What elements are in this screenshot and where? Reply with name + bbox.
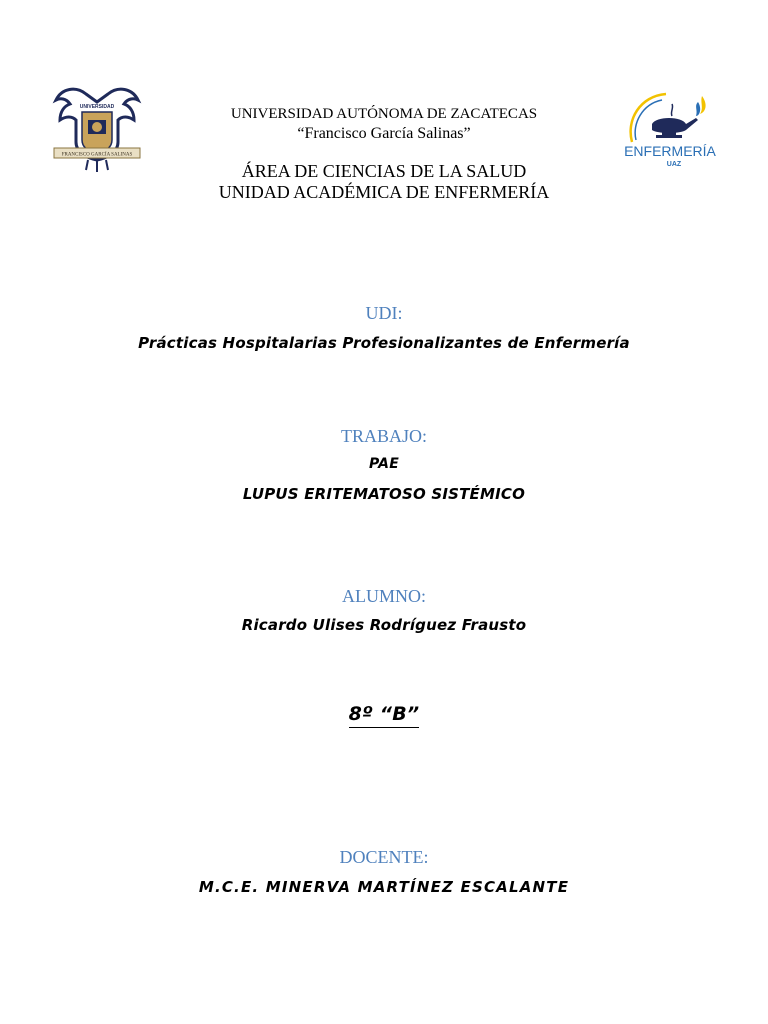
udi-value: Prácticas Hospitalarias Profesionalizantes de Enfermería: [138, 334, 630, 352]
area-title: ÁREA DE CIENCIAS DE LA SALUD: [241, 161, 527, 181]
alumno-value: Ricardo Ulises Rodríguez Frausto: [241, 616, 527, 634]
grade-wrapper: [0, 703, 768, 725]
alumno-label: ALUMNO:: [342, 586, 426, 606]
grade-label: 8º “B”: [349, 703, 420, 728]
docente-label: DOCENTE:: [339, 847, 429, 867]
university-name: UNIVERSIDAD AUTÓNOMA DE ZACATECAS: [230, 106, 538, 122]
svg-text:FRANCISCO GARCÍA SALINAS: FRANCISCO GARCÍA SALINAS: [61, 152, 133, 158]
svg-text:UAZ: UAZ: [666, 161, 682, 168]
docente-value: M.C.E. MINERVA MARTÍNEZ ESCALANTE: [198, 878, 570, 896]
svg-text:UNIVERSIDAD: UNIVERSIDAD: [79, 104, 115, 110]
university-motto: “Francisco García Salinas”: [297, 125, 471, 142]
trabajo-value-pae: PAE: [369, 456, 399, 472]
trabajo-value-title: LUPUS ERITEMATOSO SISTÉMICO: [242, 485, 526, 503]
unit-title: UNIDAD ACADÉMICA DE ENFERMERÍA: [218, 182, 550, 202]
trabajo-label: TRABAJO:: [340, 426, 427, 446]
udi-label: UDI:: [365, 303, 403, 323]
svg-text:ENFERMERÍA: ENFERMERÍA: [624, 143, 716, 159]
